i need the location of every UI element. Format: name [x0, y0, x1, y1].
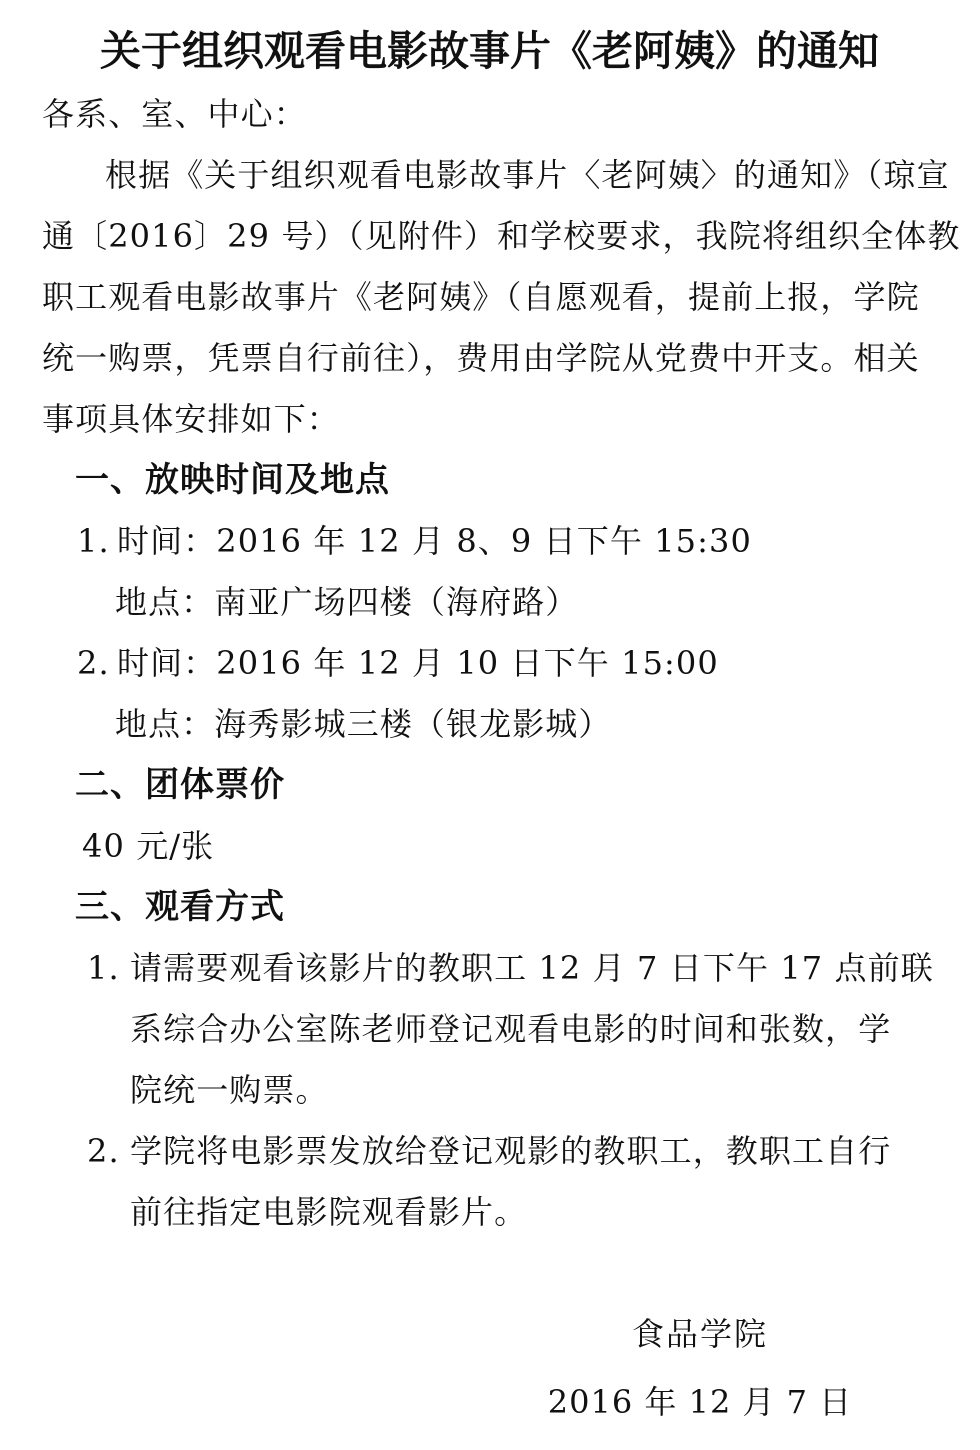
method-2-line-1 — [42, 1121, 937, 1182]
method-2-line-2: 前往指定电影院观看影片。 — [130, 1193, 528, 1231]
intro-line-5: 事项具体安排如下： — [42, 400, 340, 438]
method-2-line-1-text: 学院将电影票发放给登记观影的教职工，教职工自行 — [130, 1132, 892, 1170]
screening-2-number: 2. — [77, 644, 110, 682]
signature-gap — [42, 1243, 937, 1304]
signature-date: 2016 年 12 月 7 日 — [547, 1383, 853, 1421]
method-2-number: 2. — [87, 1132, 120, 1170]
screening-1-time — [42, 511, 937, 572]
salutation: 各系、室、中心： — [42, 95, 307, 133]
section2-heading: 二、团体票价 — [75, 766, 285, 804]
screening-2-time-text: 时间：2016 年 12 月 10 日下午 15:00 — [117, 644, 719, 682]
method-1-line-1 — [42, 938, 937, 999]
signature-unit: 食品学院 — [631, 1315, 768, 1353]
section3-heading: 三、观看方式 — [75, 888, 285, 926]
intro-line-1: 根据《关于组织观看电影故事片〈老阿姨〉的通知》（琼宣 — [105, 156, 950, 194]
intro-line-4: 统一购票，凭票自行前往），费用由学院从党费中开支。相关 — [42, 339, 920, 377]
section1-heading: 一、放映时间及地点 — [75, 461, 390, 499]
signature-block — [540, 1304, 860, 1433]
method-1-line-1-text: 请需要观看该影片的教职工 12 月 7 日下午 17 点前联 — [130, 949, 934, 987]
intro-line-2: 通〔2016〕29 号）（见附件）和学校要求，我院将组织全体教 — [42, 217, 961, 255]
intro-line-3: 职工观看电影故事片《老阿姨》（自愿观看，提前上报，学院 — [42, 278, 920, 316]
screening-2-time — [42, 633, 937, 694]
screening-1-time-text: 时间：2016 年 12 月 8、9 日下午 15:30 — [117, 522, 752, 560]
ticket-price: 40 元/张 — [82, 827, 215, 865]
document-title: 关于组织观看电影故事片《老阿姨》的通知 — [100, 28, 879, 74]
screening-1-number: 1. — [77, 522, 110, 560]
method-1-line-3: 院统一购票。 — [130, 1071, 329, 1109]
screening-1-place: 地点：南亚广场四楼（海府路） — [115, 583, 579, 621]
method-1-line-2: 系综合办公室陈老师登记观看电影的时间和张数，学 — [130, 1010, 892, 1048]
method-1-number: 1. — [87, 949, 120, 987]
screening-2-place: 地点：海秀影城三楼（银龙影城） — [115, 705, 612, 743]
